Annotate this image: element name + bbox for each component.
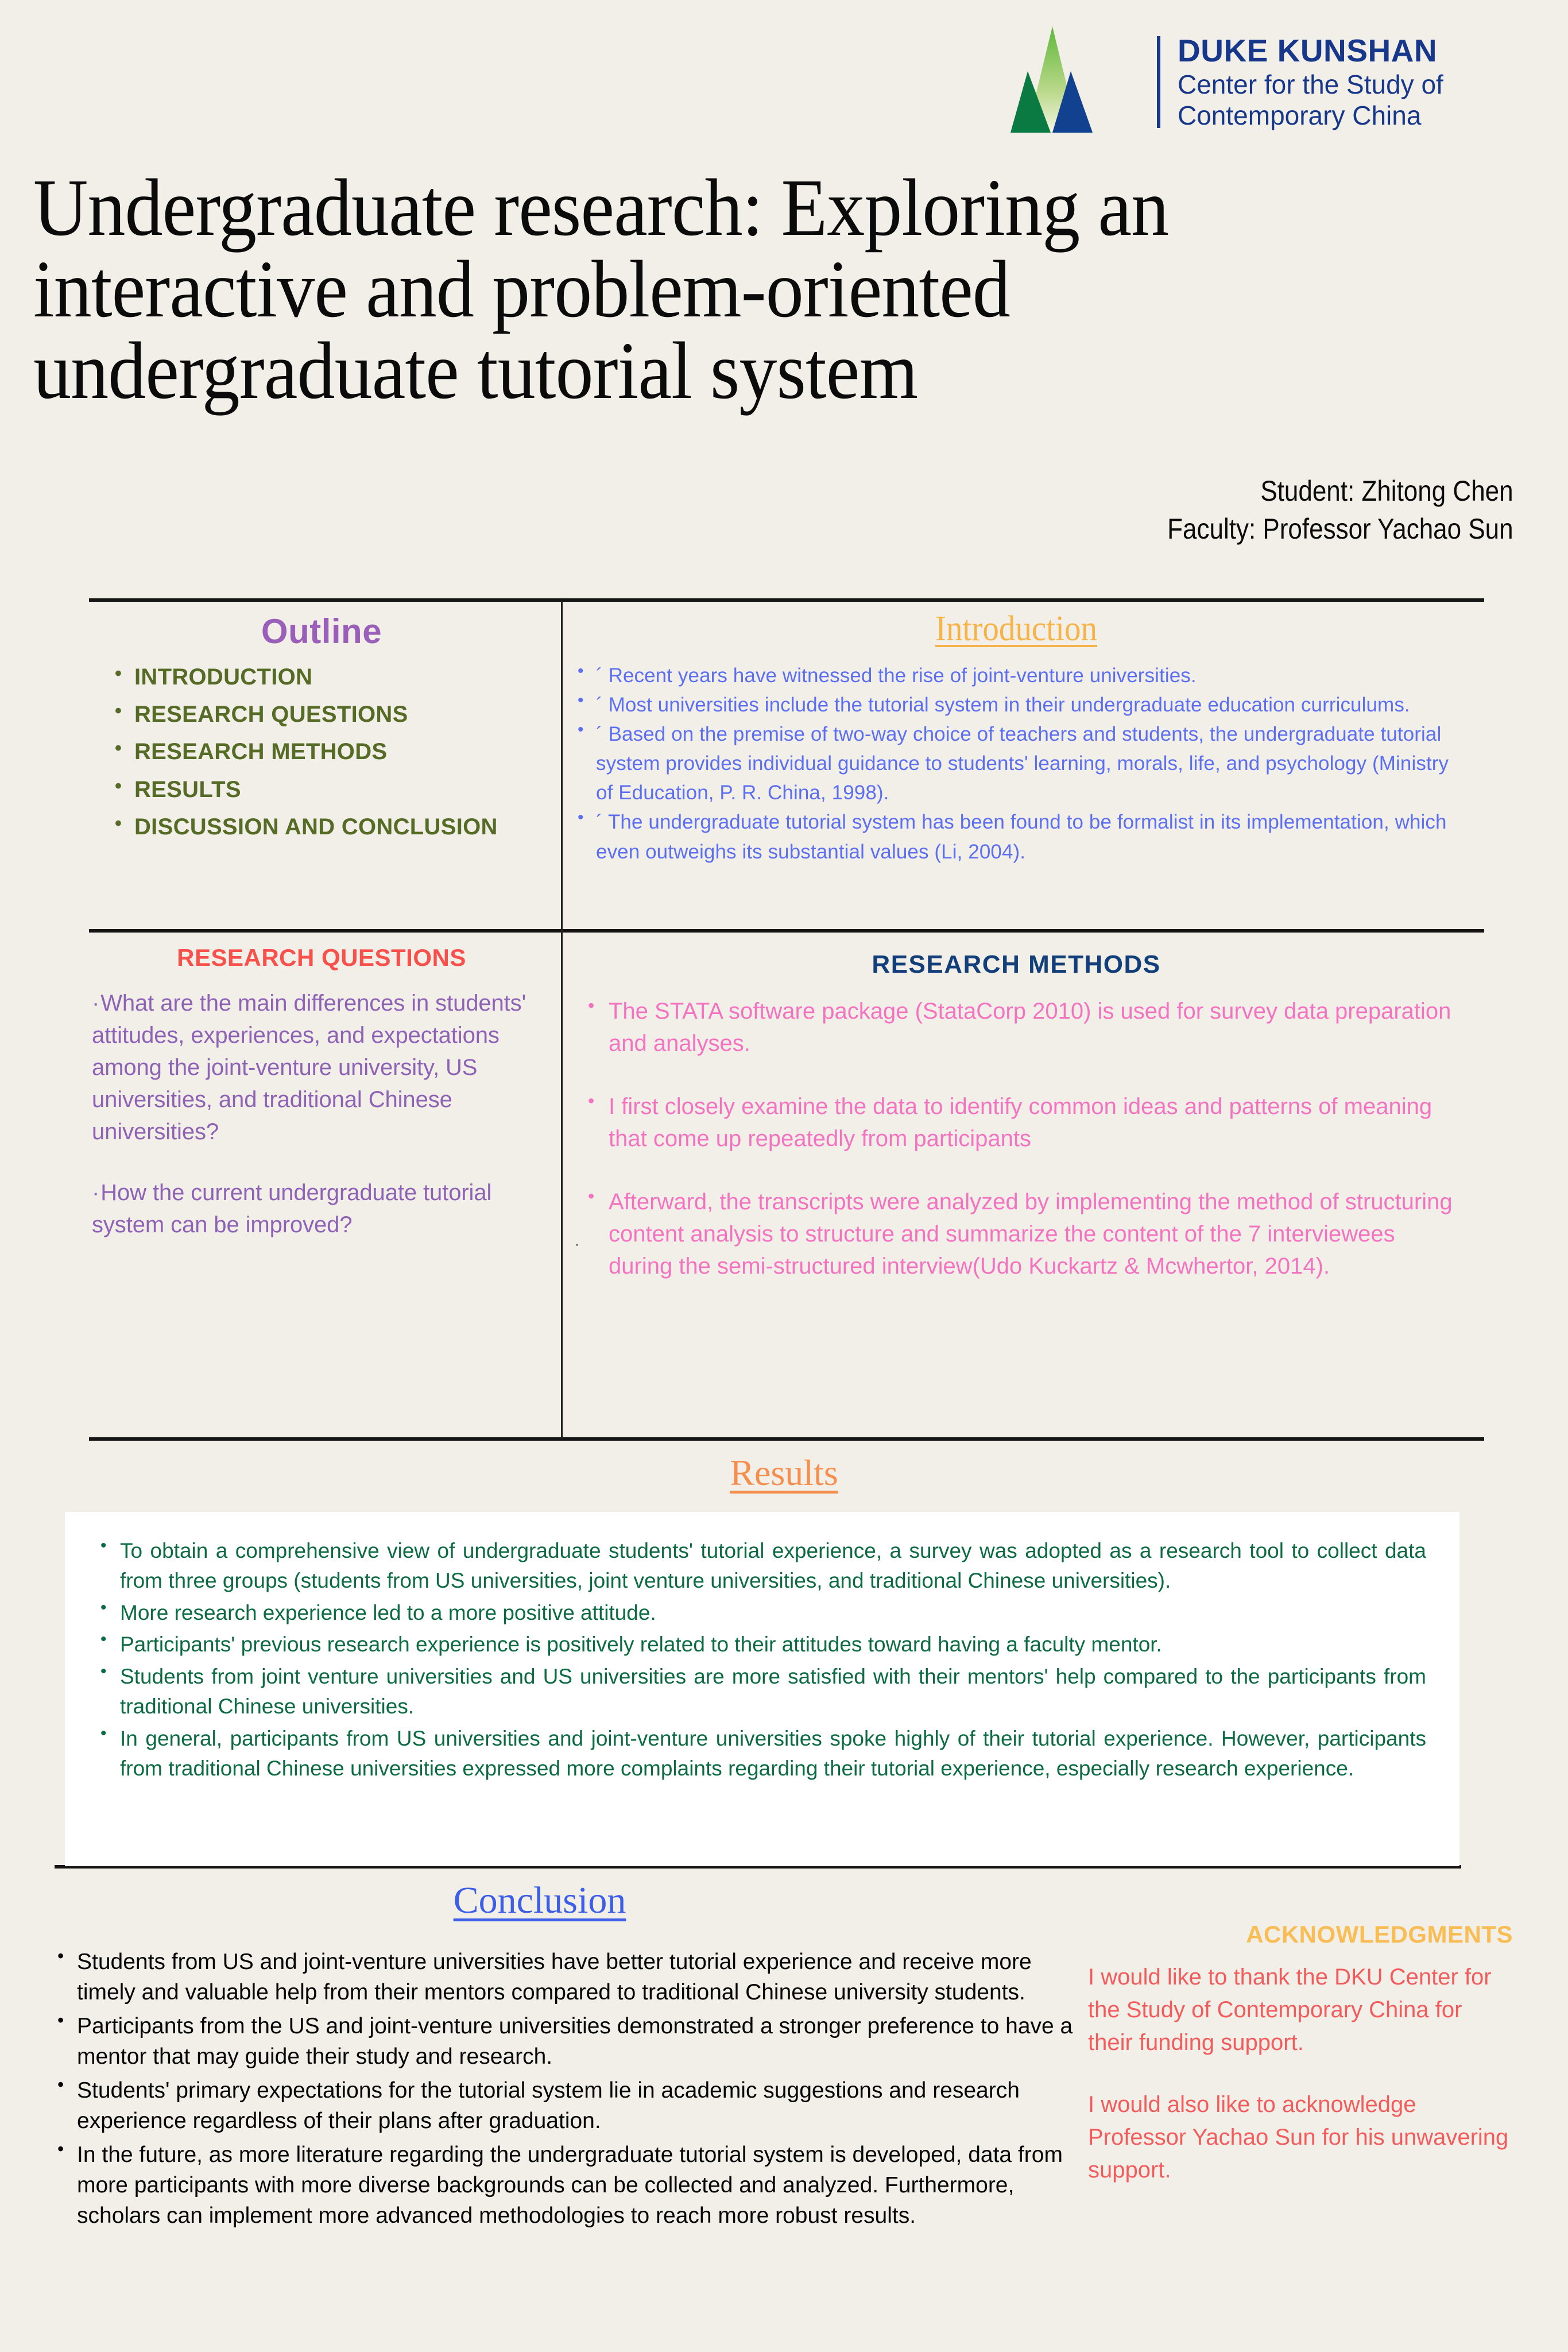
results-heading: Results bbox=[730, 1452, 838, 1493]
duke-kunshan-logo bbox=[1011, 22, 1527, 142]
list-item: • RESULTS bbox=[115, 774, 551, 806]
rule-vertical-divider bbox=[561, 601, 563, 1439]
list-item: • I first closely examine the data to identify common ideas and patterns of meaning that come up repeatedly from participants bbox=[586, 1090, 1464, 1155]
student-name: Student: Zhitong Chen bbox=[1260, 475, 1513, 507]
list-item: • Students from joint venture universities and US universities are more satisfied with their mentors' help compared to the participants from traditional Chinese universities. bbox=[98, 1662, 1426, 1722]
logo-divider bbox=[1157, 36, 1160, 128]
list-item: • More research experience led to a more positive attitude. bbox=[98, 1598, 1426, 1628]
conclusion-heading: Conclusion bbox=[453, 1879, 626, 1921]
acknowledgments-paragraph: I would like to thank the DKU Center for the Study of Contemporary China for their funding support. bbox=[1088, 1964, 1492, 2055]
list-item: • Students' primary expectations for the tutorial system lie in academic suggestions and research experience regardless of their plans after graduation. bbox=[56, 2075, 1074, 2136]
list-item: • RESEARCH QUESTIONS bbox=[115, 699, 551, 730]
research-question-item: · What are the main differences in students' attitudes, experiences, and expectations among the joint-venture university, US universities, and traditional Chinese universities? bbox=[92, 987, 551, 1148]
rule-mid bbox=[89, 929, 1484, 933]
research-methods-section bbox=[568, 950, 1464, 1427]
results-list bbox=[98, 1536, 1426, 1783]
results-panel bbox=[65, 1512, 1459, 1866]
introduction-heading: Introduction bbox=[935, 609, 1097, 648]
research-methods-heading: RESEARCH METHODS bbox=[872, 950, 1161, 978]
stray-bullet-dot: · bbox=[574, 1235, 580, 1254]
list-item: • In general, participants from US universities and joint-venture universities spoke highly of their tutorial experience. However, participants from traditional Chinese universities expressed more complaints regarding their tutorial experience, especially research experience. bbox=[98, 1724, 1426, 1784]
outline-section bbox=[92, 612, 551, 924]
outline-heading: Outline bbox=[261, 612, 382, 651]
introduction-section bbox=[568, 609, 1464, 927]
logo-university-name: DUKE KUNSHAN bbox=[1178, 32, 1438, 68]
list-item: • Participants' previous research experience is positively related to their attitudes toward having a faculty mentor. bbox=[98, 1630, 1426, 1659]
list-item: • To obtain a comprehensive view of undergraduate students' tutorial experience, a survey was adopted as a research tool to collect data from three groups (students from US universities, joint venture universities, and traditional Chinese universities). bbox=[98, 1536, 1426, 1596]
list-item: • ´ The undergraduate tutorial system has been found to be formalist in its implementation, which even outweighs its substantial values (Li, 2004). bbox=[576, 807, 1464, 866]
logo-wordmark bbox=[1178, 33, 1443, 131]
author-block bbox=[1168, 472, 1513, 548]
list-item: • ´ Most universities include the tutorial system in their undergraduate education curriculums. bbox=[576, 690, 1464, 719]
logo-center-line1: Center for the Study of bbox=[1178, 69, 1443, 99]
poster-title: Undergraduate research: Exploring an interactive and problem-oriented undergraduate tutorial system bbox=[33, 162, 1169, 416]
list-item: • INTRODUCTION bbox=[115, 662, 551, 693]
faculty-name: Faculty: Professor Yachao Sun bbox=[1167, 513, 1513, 545]
list-item: • Students from US and joint-venture universities have better tutorial experience and receive more timely and valuable help from their mentors compared to traditional Chinese university students. bbox=[56, 1947, 1074, 2007]
acknowledgments-section bbox=[1088, 1921, 1513, 2216]
outline-list bbox=[92, 662, 551, 843]
research-questions-heading: RESEARCH QUESTIONS bbox=[177, 944, 466, 971]
list-item: • In the future, as more literature regarding the undergraduate tutorial system is developed, data from more participants with more diverse backgrounds can be collected and analyzed. Furthermore, scholars can implement more advanced methodologies to reach more robust results. bbox=[56, 2140, 1074, 2231]
acknowledgments-heading: ACKNOWLEDGMENTS bbox=[1246, 1921, 1513, 1948]
list-item: • Participants from the US and joint-venture universities demonstrated a stronger preference to have a mentor that may guide their study and research. bbox=[56, 2011, 1074, 2072]
mountain-logo-icon bbox=[1011, 26, 1140, 138]
research-question-item: · How the current undergraduate tutorial system can be improved? bbox=[92, 1177, 551, 1241]
acknowledgments-paragraph: I would also like to acknowledge Professor Yachao Sun for his unwavering support. bbox=[1088, 2092, 1509, 2183]
list-item: • ´ Recent years have witnessed the rise of joint-venture universities. bbox=[576, 661, 1464, 690]
rule-top bbox=[89, 598, 1484, 602]
research-questions-section bbox=[92, 942, 551, 1424]
logo-center-line2: Contemporary China bbox=[1178, 100, 1422, 130]
list-item: • DISCUSSION AND CONCLUSION bbox=[115, 811, 551, 843]
rule-results-top bbox=[89, 1437, 1484, 1441]
conclusion-list bbox=[46, 1947, 1074, 2231]
introduction-list bbox=[568, 661, 1464, 866]
list-item: • The STATA software package (StataCorp 2010) is used for survey data preparation and analyses. bbox=[586, 995, 1464, 1059]
conclusion-section bbox=[46, 1947, 1074, 2234]
list-item: • Afterward, the transcripts were analyzed by implementing the method of structuring content analysis to structure and summarize the content of the 7 interviewees during the semi-structured interview(Udo Kuckartz & Mcwhertor, 2014). bbox=[586, 1186, 1464, 1282]
list-item: • RESEARCH METHODS bbox=[115, 736, 551, 768]
research-methods-list bbox=[568, 995, 1464, 1282]
list-item: • ´ Based on the premise of two-way choice of teachers and students, the undergraduate tutorial system provides individual guidance to students' learning, morals, life, and psychology (Ministry of Education, P. R. China, 1998). bbox=[576, 719, 1464, 807]
